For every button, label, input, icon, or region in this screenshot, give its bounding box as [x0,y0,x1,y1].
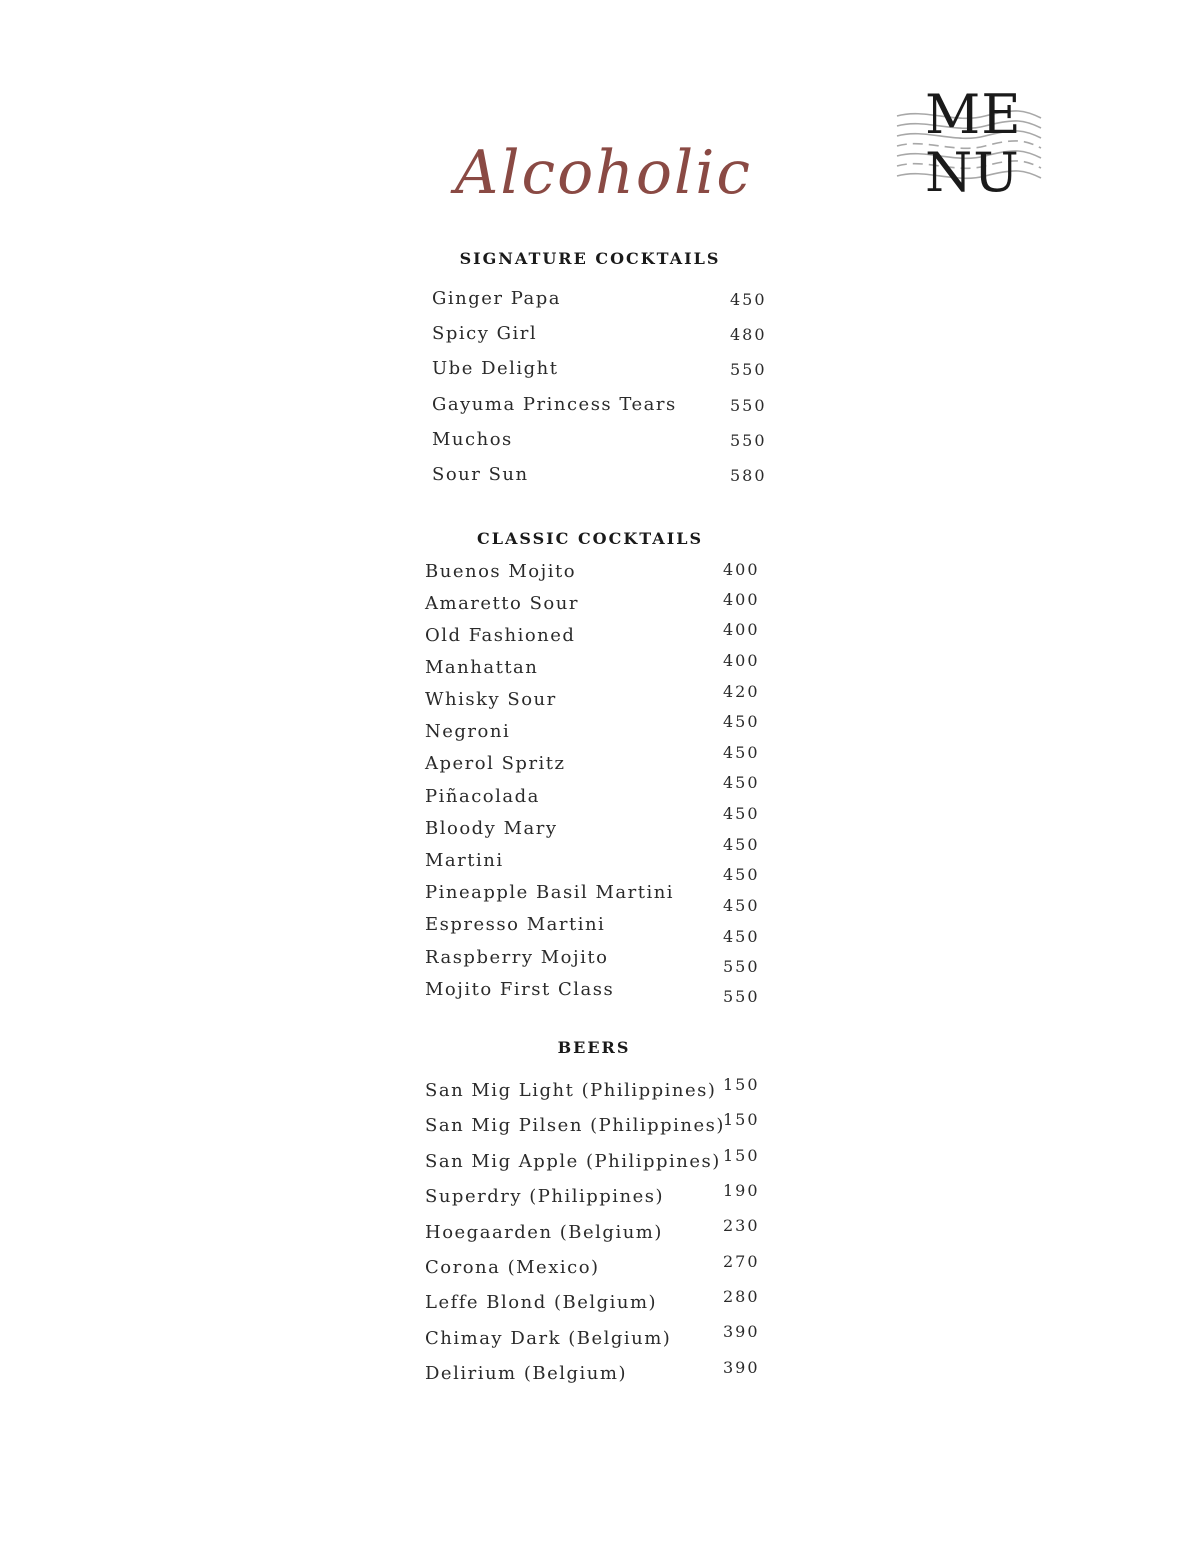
menu-item-price: 390 [723,1358,760,1377]
menu-item-name: Ginger Papa [432,288,562,309]
page-title: Alcoholic [455,138,752,208]
menu-item-name: San Mig Apple (Philippines) [425,1151,721,1172]
section-title-signature-cocktails: SIGNATURE COCKTAILS [459,249,721,268]
menu-item-name: Hoegaarden (Belgium) [425,1222,663,1243]
menu-item-name: Bloody Mary [425,818,558,839]
menu-item-price: 400 [723,620,760,639]
menu-item-name: Aperol Spritz [425,753,566,774]
section-title-beers: BEERS [557,1038,631,1057]
menu-item-price: 550 [723,987,760,1006]
menu-item-name: Leffe Blond (Belgium) [425,1292,658,1313]
menu-item-price: 450 [723,896,760,915]
menu-item-price: 390 [723,1322,760,1341]
menu-item-name: San Mig Pilsen (Philippines) [425,1115,725,1136]
menu-item-name: Espresso Martini [425,914,606,935]
menu-item-price: 450 [730,290,767,309]
menu-item-name: Raspberry Mojito [425,947,609,968]
menu-item-price: 450 [723,927,760,946]
menu-item-price: 550 [730,396,767,415]
menu-item-name: Sour Sun [432,464,529,485]
menu-item-price: 230 [723,1216,760,1235]
menu-item-price: 270 [723,1252,760,1271]
logo-text-bottom: NU [925,141,1020,204]
menu-item-name: Manhattan [425,657,539,678]
menu-item-name: Old Fashioned [425,625,576,646]
menu-item-name: San Mig Light (Philippines) [425,1080,717,1101]
menu-item-name: Ube Delight [432,358,559,379]
menu-item-name: Gayuma Princess Tears [432,394,677,415]
menu-item-price: 450 [723,743,760,762]
menu-item-name: Martini [425,850,504,871]
menu-item-name: Delirium (Belgium) [425,1363,627,1384]
menu-item-price: 190 [723,1181,760,1200]
menu-item-price: 400 [723,560,760,579]
menu-item-price: 150 [723,1075,760,1094]
menu-item-name: Buenos Mojito [425,561,577,582]
menu-item-price: 550 [723,957,760,976]
menu-item-price: 150 [723,1110,760,1129]
menu-item-name: Spicy Girl [432,323,538,344]
menu-item-name: Corona (Mexico) [425,1257,600,1278]
menu-item-price: 420 [723,682,760,701]
menu-item-name: Pineapple Basil Martini [425,882,675,903]
menu-item-name: Chimay Dark (Belgium) [425,1328,672,1349]
menu-item-price: 400 [723,590,760,609]
menu-item-name: Negroni [425,721,511,742]
menu-item-price: 550 [730,360,767,379]
menu-item-name: Piñacolada [425,786,540,807]
menu-item-price: 480 [730,325,767,344]
menu-item-name: Whisky Sour [425,689,557,710]
menu-item-price: 450 [723,865,760,884]
menu-item-name: Muchos [432,429,513,450]
menu-item-name: Superdry (Philippines) [425,1186,665,1207]
menu-item-price: 580 [730,466,767,485]
menu-item-price: 450 [723,712,760,731]
menu-item-price: 550 [730,431,767,450]
menu-item-price: 400 [723,651,760,670]
menu-item-price: 450 [723,835,760,854]
menu-item-price: 450 [723,773,760,792]
menu-item-price: 150 [723,1146,760,1165]
menu-item-name: Amaretto Sour [425,593,579,614]
logo-text-top: ME [925,83,1022,146]
menu-logo [895,83,1043,204]
menu-item-price: 450 [723,804,760,823]
menu-item-price: 280 [723,1287,760,1306]
menu-item-name: Mojito First Class [425,979,615,1000]
section-title-classic-cocktails: CLASSIC COCKTAILS [477,529,703,548]
